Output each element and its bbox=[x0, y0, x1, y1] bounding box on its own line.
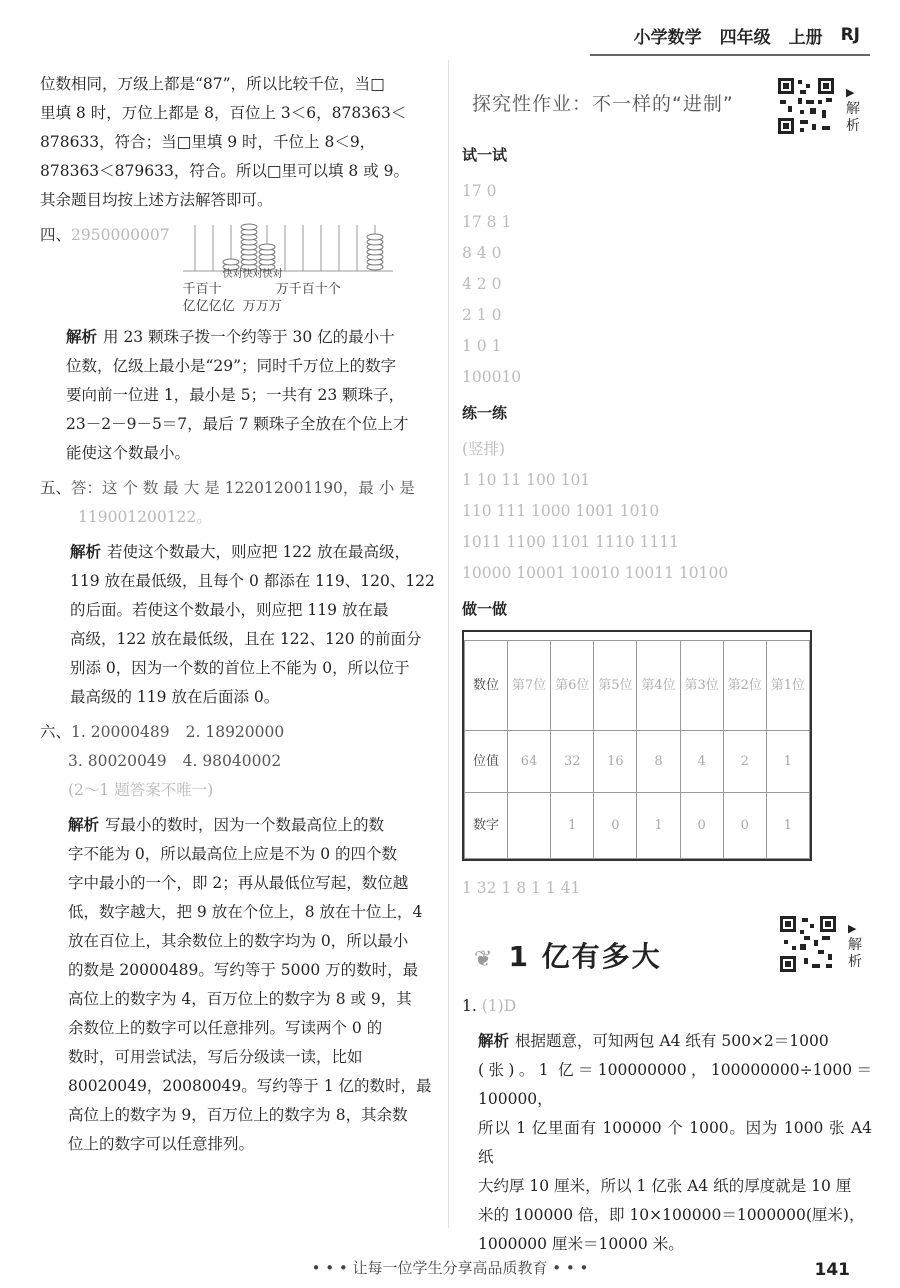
question-4-label: 四、 bbox=[40, 226, 72, 244]
answer-line: 1011 1100 1101 1110 1111 bbox=[462, 533, 679, 551]
answer-line: 1 32 1 8 1 1 41 bbox=[462, 879, 581, 897]
play-icon: ▶ bbox=[848, 922, 857, 935]
text-span: 3. 80020049 bbox=[68, 752, 167, 770]
text-line: 所以 1 亿里面有 100000 个 1000。因为 1000 张 A4 纸 bbox=[478, 1119, 872, 1166]
header-term: 上册 bbox=[788, 27, 823, 48]
text-line: 878363＜879633，符合。所以□里可以填 8 或 9。 bbox=[40, 162, 409, 180]
right-column bbox=[462, 70, 872, 1265]
header-subject: 小学数学 bbox=[633, 27, 702, 48]
answer-line: 17 8 1 bbox=[462, 213, 512, 231]
question-4-answer: 2950000007 bbox=[71, 226, 170, 244]
answer-line: 2 1 0 bbox=[462, 306, 502, 324]
table-cell: 第3位 bbox=[680, 641, 723, 731]
table-row bbox=[465, 793, 810, 859]
try-heading: 试一试 bbox=[462, 146, 508, 164]
text-line bbox=[40, 323, 435, 352]
left-column bbox=[40, 70, 435, 1165]
header-edition: RJ bbox=[840, 25, 860, 45]
text-line bbox=[462, 1027, 872, 1056]
text-line: 要向前一位进 1，最小是 5；一共有 23 颗珠子， bbox=[66, 386, 405, 404]
play-icon: ▶ bbox=[846, 86, 855, 99]
row-header: 位值 bbox=[465, 731, 508, 793]
header-rule bbox=[590, 54, 870, 56]
table-cell: 第2位 bbox=[723, 641, 766, 731]
answer-line: 4 2 0 bbox=[462, 275, 502, 293]
table-cell: 第7位 bbox=[508, 641, 551, 731]
text-line: 大约厚 10 厘米，所以 1 亿张 A4 纸的厚度就是 10 厘 bbox=[478, 1177, 852, 1195]
table-cell: 第4位 bbox=[637, 641, 680, 731]
text-line: 米的 100000 倍，即 10×100000＝1000000(厘米)， bbox=[478, 1206, 865, 1224]
table-cell: 0 bbox=[594, 793, 637, 859]
text-span: 用 23 颗珠子拨一个约等于 30 亿的最小十 bbox=[103, 328, 395, 346]
table-cell: 64 bbox=[508, 731, 551, 793]
answer-line: 17 0 bbox=[462, 182, 497, 200]
page-number: 141 bbox=[814, 1260, 850, 1280]
binary-table bbox=[462, 630, 812, 861]
question-1-answer: (1)D bbox=[481, 997, 517, 1015]
text-line: 低，数字越大，把 9 放在个位上，8 放在十位上，4 bbox=[68, 903, 423, 921]
analysis-5 bbox=[40, 538, 435, 712]
qr-caption-text: 解析 bbox=[848, 937, 862, 970]
answer-line: 10000 10001 10010 10011 10100 bbox=[462, 564, 729, 582]
table-cell: 16 bbox=[594, 731, 637, 793]
sprout-icon: ❦ bbox=[474, 947, 495, 972]
text-line: 位上的数字可以任意排列。 bbox=[68, 1135, 255, 1153]
text-line: 字不能为 0，所以最高位上应是不为 0 的四个数 bbox=[68, 845, 398, 863]
analysis-label: 解析 bbox=[68, 816, 100, 834]
qr-caption-text: 解析 bbox=[846, 101, 860, 134]
text-line: 其余题目均按上述方法解答即可。 bbox=[40, 191, 273, 209]
text-line: 的数是 20000489。写约等于 5000 万的数时，最 bbox=[68, 961, 419, 979]
text-line: 1000000 厘米＝10000 米。 bbox=[478, 1235, 684, 1253]
table-cell: 0 bbox=[680, 793, 723, 859]
lesson-title-text: 1 亿有多大 bbox=[508, 940, 662, 973]
text-line: 80020049，20080049。写约等于 1 亿的数时，最 bbox=[68, 1077, 432, 1095]
table-cell: 1 bbox=[766, 793, 809, 859]
abacus-label: 千百十 bbox=[182, 282, 222, 297]
text-line bbox=[40, 747, 435, 776]
text-line: 数时，可用尝试法，写后分级读一读，比如 bbox=[68, 1048, 363, 1066]
column-divider bbox=[448, 60, 449, 1228]
answer-line: 110 111 1000 1001 1010 bbox=[462, 502, 660, 520]
text-line: 高级，122 放在最低级，且在 122、120 的前面分 bbox=[70, 630, 422, 648]
try-answers bbox=[462, 176, 872, 393]
abacus-labels bbox=[183, 269, 393, 315]
text-line bbox=[40, 718, 435, 747]
page-header bbox=[560, 18, 860, 52]
table-cell: 8 bbox=[637, 731, 680, 793]
abacus-label: 亿亿亿亿 bbox=[182, 299, 235, 314]
text-line bbox=[40, 538, 435, 567]
text-line: (2～1 题答案不唯一) bbox=[68, 781, 214, 799]
qr-code-icon[interactable] bbox=[776, 76, 836, 136]
answer-line: 100010 bbox=[462, 368, 522, 386]
table-row bbox=[465, 641, 810, 731]
question-1 bbox=[462, 992, 872, 1021]
analysis-6 bbox=[40, 811, 435, 1159]
analysis-label: 解析 bbox=[66, 328, 98, 346]
binary-table-grid bbox=[464, 640, 810, 859]
footer-slogan: • • • 让每一位学生分享高品质教育 • • • bbox=[311, 1259, 589, 1277]
text-span: 若使这个数最大，则应把 122 放在最高级， bbox=[107, 543, 410, 561]
question-6 bbox=[40, 718, 435, 805]
table-cell: 0 bbox=[723, 793, 766, 859]
text-span: 2. 18920000 bbox=[185, 723, 285, 741]
text-line: 位数，亿级上最小是“29”；同时千万位上的数字 bbox=[66, 357, 397, 375]
text-span: 写最小的数时，因为一个数最高位上的数 bbox=[105, 816, 385, 834]
answer-line: 1 0 1 bbox=[462, 337, 502, 355]
table-cell: 1 bbox=[551, 793, 594, 859]
table-cell: 第1位 bbox=[766, 641, 809, 731]
text-line: 里填 8 时，万位上都是 8，百位上 3＜6，878363＜ bbox=[40, 104, 407, 122]
text-line: 高位上的数字为 4，百万位上的数字为 8 或 9，其 bbox=[68, 990, 412, 1008]
text-line: 字中最小的一个，即 2；再从最低位写起，数位越 bbox=[68, 874, 409, 892]
text-line bbox=[40, 811, 435, 840]
answer-line: 1 10 11 100 101 bbox=[462, 471, 591, 489]
text-line: 余数位上的数字可以任意排列。写读两个 0 的 bbox=[68, 1019, 383, 1037]
question-1-label: 1. bbox=[462, 997, 477, 1015]
table-row bbox=[465, 731, 810, 793]
text-span: 答：这 个 数 最 大 是 122012001190，最 小 是 bbox=[71, 479, 415, 497]
text-line: 最高级的 119 放在后面添 0。 bbox=[70, 688, 280, 706]
text-line: 位数相同，万级上都是“87”，所以比较千位，当□ bbox=[40, 75, 385, 93]
text-line: 高位上的数字为 9，百万位上的数字为 8，其余数 bbox=[68, 1106, 408, 1124]
text-line bbox=[40, 474, 435, 503]
practice-heading: 练一练 bbox=[462, 404, 508, 422]
table-cell: 1 bbox=[766, 731, 809, 793]
table-cell: 第5位 bbox=[594, 641, 637, 731]
analysis-label: 解析 bbox=[478, 1032, 510, 1050]
question-5 bbox=[40, 474, 435, 532]
question-5-label: 五、 bbox=[40, 479, 72, 497]
text-line: 的后面。若使这个数最小，则应把 119 放在最 bbox=[70, 601, 389, 619]
header-grade: 四年级 bbox=[719, 27, 771, 48]
text-line: 别添 0，因为一个数的首位上不能为 0，所以位于 bbox=[70, 659, 410, 677]
answer-continuation bbox=[40, 70, 435, 215]
abacus-figure bbox=[182, 221, 393, 314]
qr-code-icon[interactable] bbox=[778, 914, 838, 974]
practice-answers bbox=[462, 434, 872, 589]
table-cell: 4 bbox=[680, 731, 723, 793]
text-line: 119 放在最低级，且每个 0 都添在 119、120、122 bbox=[70, 572, 435, 590]
analysis-4 bbox=[40, 323, 435, 468]
text-line: 119001200122。 bbox=[78, 508, 212, 526]
table-cell: 32 bbox=[551, 731, 594, 793]
text-line: 能使这个数最小。 bbox=[66, 444, 191, 462]
qr-caption bbox=[846, 84, 862, 135]
analysis-label: 解析 bbox=[70, 543, 102, 561]
text-span: 1. 20000489 bbox=[71, 723, 170, 741]
text-line: 放在百位上，其余数位上的数字均为 0，所以最小 bbox=[68, 932, 409, 950]
do-heading: 做一做 bbox=[462, 600, 508, 618]
row-header: 数位 bbox=[465, 641, 508, 731]
row-header: 数字 bbox=[465, 793, 508, 859]
abacus-icon bbox=[183, 221, 393, 273]
text-span: 4. 98040002 bbox=[182, 752, 282, 770]
question-6-label: 六、 bbox=[40, 723, 72, 741]
text-line: 23－2－9－5＝7，最后 7 颗珠子全放在个位上才 bbox=[66, 415, 409, 433]
answer-note: (竖排) bbox=[462, 440, 506, 458]
question-4 bbox=[40, 221, 435, 317]
analysis-1 bbox=[462, 1027, 872, 1259]
abacus-watermark-text: 快对快对快对 bbox=[222, 269, 283, 280]
abacus-label-row-1 bbox=[183, 281, 393, 298]
section-title: 探究性作业：不一样的“进制” bbox=[472, 93, 734, 115]
abacus-label: 万万万 bbox=[242, 299, 282, 314]
table-cell: 2 bbox=[723, 731, 766, 793]
answer-line: 8 4 0 bbox=[462, 244, 502, 262]
abacus-label-row-2 bbox=[183, 298, 393, 315]
table-cell: 1 bbox=[637, 793, 680, 859]
table-cell bbox=[508, 793, 551, 859]
qr-caption bbox=[848, 920, 864, 971]
text-line: (张)。1 亿＝100000000，100000000÷1000＝100000， bbox=[478, 1061, 872, 1108]
text-line: 878633，符合；当□里填 9 时，千位上 8＜9， bbox=[40, 133, 376, 151]
text-span: 根据题意，可知两包 A4 纸有 500×2＝1000 bbox=[515, 1032, 829, 1050]
table-cell: 第6位 bbox=[551, 641, 594, 731]
abacus-label: 万千百十个 bbox=[275, 282, 341, 297]
